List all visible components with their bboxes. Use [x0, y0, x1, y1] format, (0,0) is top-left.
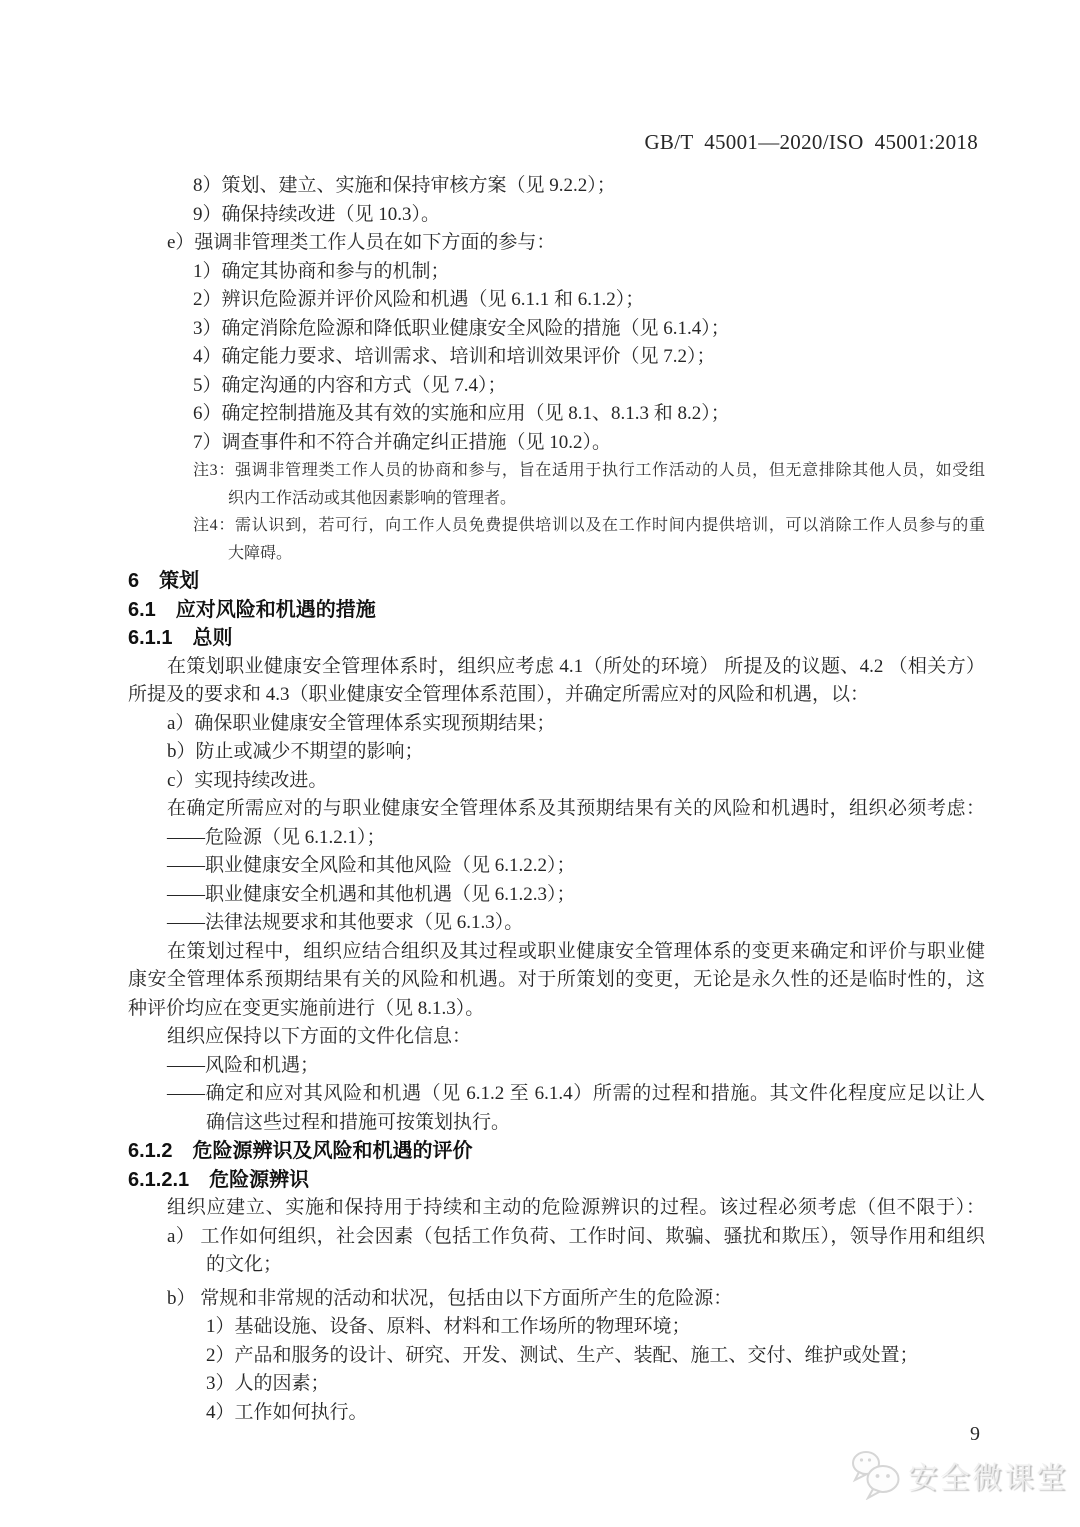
standard-code-header: GB/T 45001—2020/ISO 45001:2018 [644, 130, 978, 154]
doc-line-23: 在确定所需应对的与职业健康安全管理体系及其预期结果有关的风险和机遇时，组织必须考虑： [167, 798, 985, 819]
doc-line-12: 织内工作活动或其他因素影响的管理者。 [228, 489, 517, 507]
doc-line-8: 5）确定沟通的内容和方式（见 7.4）； [193, 374, 507, 396]
doc-line-31: 组织应保持以下方面的文件化信息： [167, 1026, 472, 1047]
doc-line-37: 组织应建立、实施和保持用于持续和主动的危险源辨识的过程。该过程必须考虑（但不限于）： [167, 1197, 985, 1218]
doc-line-5: 2）辨识危险源并评价风险和机遇（见 6.1.1 和 6.1.2）； [193, 289, 645, 310]
doc-line-21: b）防止或减少不期望的影响； [167, 741, 424, 762]
doc-line-28: 在策划过程中，组织应结合组织及其过程或职业健康安全管理体系的变更来确定和评价与职业健 [167, 940, 985, 962]
doc-line-19: 所提及的要求和 4.3（职业健康安全管理体系范围），并确定所需应对的风险和机遇，以： [128, 684, 870, 705]
watermark-text: 安全微课堂 [908, 1462, 1068, 1495]
doc-line-26: ——职业健康安全机遇和其他机遇（见 6.1.2.3）； [167, 883, 576, 905]
doc-line-20: a）确保职业健康安全管理体系实现预期结果； [167, 712, 556, 734]
doc-line-42: 2）产品和服务的设计、研究、开发、测试、生产、装配、施工、交付、维护或处置； [206, 1344, 919, 1366]
doc-line-18: 在策划职业健康安全管理体系时，组织应考虑 4.1（所处的环境） 所提及的议题、4.2 （相关方） [167, 655, 985, 677]
doc-line-14: 大障碍。 [228, 544, 293, 562]
doc-line-33: ——确定和应对其风险和机遇（见 6.1.2 至 6.1.4）所需的过程和措施。其文件化程度应足以让人 [167, 1083, 985, 1104]
doc-line-4: 1）确定其协商和参与的机制； [193, 260, 450, 282]
page-number: 9 [970, 1423, 980, 1445]
doc-line-16: 6.1 应对风险和机遇的措施 [128, 598, 376, 621]
doc-line-3: e）强调非管理类工作人员在如下方面的参与： [167, 232, 556, 253]
doc-line-25: ——职业健康安全风险和其他风险（见 6.1.2.2）； [167, 855, 576, 876]
doc-line-22: c）实现持续改进。 [167, 769, 328, 791]
watermark [850, 1450, 1068, 1500]
doc-line-44: 4）工作如何执行。 [206, 1401, 368, 1423]
doc-line-15: 6 策划 [128, 570, 200, 592]
doc-line-9: 6）确定控制措施及其有效的实施和应用（见 8.1、8.1.3 和 8.2）； [193, 403, 730, 424]
doc-line-10: 7）调查事件和不符合并确定纠正措施（见 10.2）。 [193, 431, 612, 453]
doc-line-11: 注3：强调非管理类工作人员的协商和参与，旨在适用于执行工作活动的人员，但无意排除其他人员，如受组 [193, 462, 985, 479]
doc-line-32: ——风险和机遇； [167, 1054, 320, 1076]
doc-line-30: 种评价均应在变更实施前进行（见 8.1.3）。 [128, 997, 485, 1019]
doc-line-39: 的文化； [206, 1254, 283, 1275]
doc-line-13: 注4：需认识到，若可行，向工作人员免费提供培训以及在工作时间内提供培训，可以消除工作人员参与的重 [193, 517, 985, 534]
doc-line-38: a） 工作如何组织，社会因素（包括工作负荷、工作时间、欺骗、骚扰和欺压），领导作用和组织 [167, 1225, 985, 1247]
doc-line-17: 6.1.1 总则 [128, 627, 233, 649]
chat-bubbles-icon [850, 1450, 902, 1500]
doc-line-27: ——法律法规要求和其他要求（见 6.1.3）。 [167, 912, 524, 933]
doc-line-29: 康安全管理体系预期结果有关的风险和机遇。对于所策划的变更，无论是永久性的还是临时性的，这 [128, 969, 985, 990]
doc-line-41: 1）基础设施、设备、原料、材料和工作场所的物理环境； [206, 1316, 691, 1337]
doc-line-43: 3）人的因素； [206, 1373, 330, 1394]
doc-line-24: ——危险源（见 6.1.2.1）； [167, 826, 386, 848]
doc-line-1: 8）策划、建立、实施和保持审核方案（见 9.2.2）； [193, 175, 616, 196]
doc-line-2: 9）确保持续改进（见 10.3）。 [193, 203, 441, 225]
doc-line-34: 确信这些过程和措施可按策划执行。 [206, 1111, 511, 1133]
doc-line-6: 3）确定消除危险源和降低职业健康安全风险的措施（见 6.1.4）； [193, 317, 730, 339]
document-content [128, 172, 985, 1427]
doc-line-40: b） 常规和非常规的活动和状况，包括由以下方面所产生的危险源： [167, 1287, 733, 1309]
doc-line-36: 6.1.2.1 危险源辨识 [128, 1168, 310, 1191]
doc-line-35: 6.1.2 危险源辨识及风险和机遇的评价 [128, 1140, 473, 1162]
doc-line-7: 4）确定能力要求、培训需求、培训和培训效果评价（见 7.2）； [193, 346, 716, 367]
